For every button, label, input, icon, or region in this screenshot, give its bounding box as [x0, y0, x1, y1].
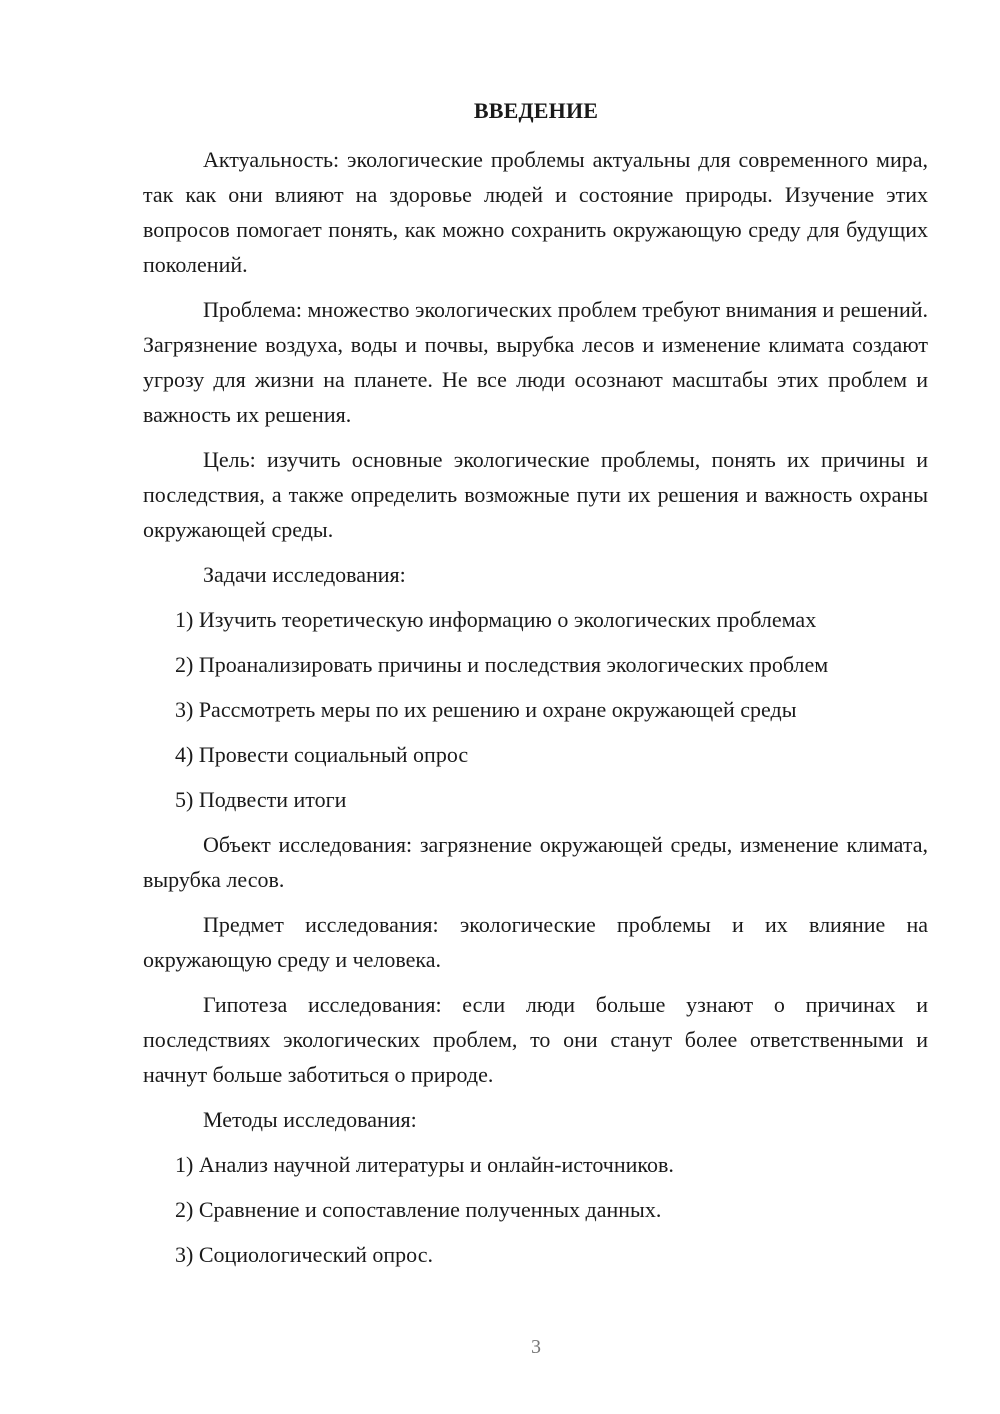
page-number: 3	[531, 1336, 541, 1358]
document-body	[143, 142, 928, 1282]
object-paragraph: Объект исследования: загрязнение окружающей среды, изменение климата, вырубка лесов.	[143, 832, 928, 892]
tasks-heading: Задачи исследования:	[203, 562, 406, 587]
problem-paragraph: Проблема: множество экологических проблем требуют внимания и решений. Загрязнение воздуха, воды и почвы, вырубка лесов и изменение климата создают угрозу для жизни на планете. Не все люди осознают масштабы этих проблем и важность их решения.	[143, 297, 928, 427]
subject-paragraph: Предмет исследования: экологические проблемы и их влияние на окружающую среду и человека.	[143, 912, 928, 972]
list-item: 3) Рассмотреть меры по их решению и охране окружающей среды	[175, 697, 797, 722]
methods-heading: Методы исследования:	[203, 1107, 417, 1132]
relevance-paragraph: Актуальность: экологические проблемы актуальны для современного мира, так как они влияют на здоровье людей и состояние природы. Изучение этих вопросов помогает понять, как можно сохранить окружающую среду для будущих поколений.	[143, 147, 928, 277]
list-item: 1) Анализ научной литературы и онлайн-источников.	[175, 1152, 674, 1177]
list-item: 1) Изучить теоретическую информацию о экологических проблемах	[175, 607, 817, 632]
goal-paragraph: Цель: изучить основные экологические проблемы, понять их причины и последствия, а также определить возможные пути их решения и важность охраны окружающей среды.	[143, 447, 928, 542]
list-item: 4) Провести социальный опрос	[175, 742, 469, 767]
page-title: ВВЕДЕНИЕ	[473, 98, 599, 123]
hypothesis-paragraph: Гипотеза исследования: если люди больше узнают о причинах и последствиях экологических проблем, то они станут более ответственными и начнут больше заботиться о природе.	[143, 992, 928, 1087]
list-item: 2) Сравнение и сопоставление полученных данных.	[175, 1197, 662, 1222]
list-item: 3) Социологический опрос.	[175, 1242, 433, 1267]
list-item: 5) Подвести итоги	[175, 787, 347, 812]
methods-list	[143, 1147, 928, 1272]
tasks-list	[143, 602, 928, 817]
list-item: 2) Проанализировать причины и последствия экологических проблем	[175, 652, 829, 677]
